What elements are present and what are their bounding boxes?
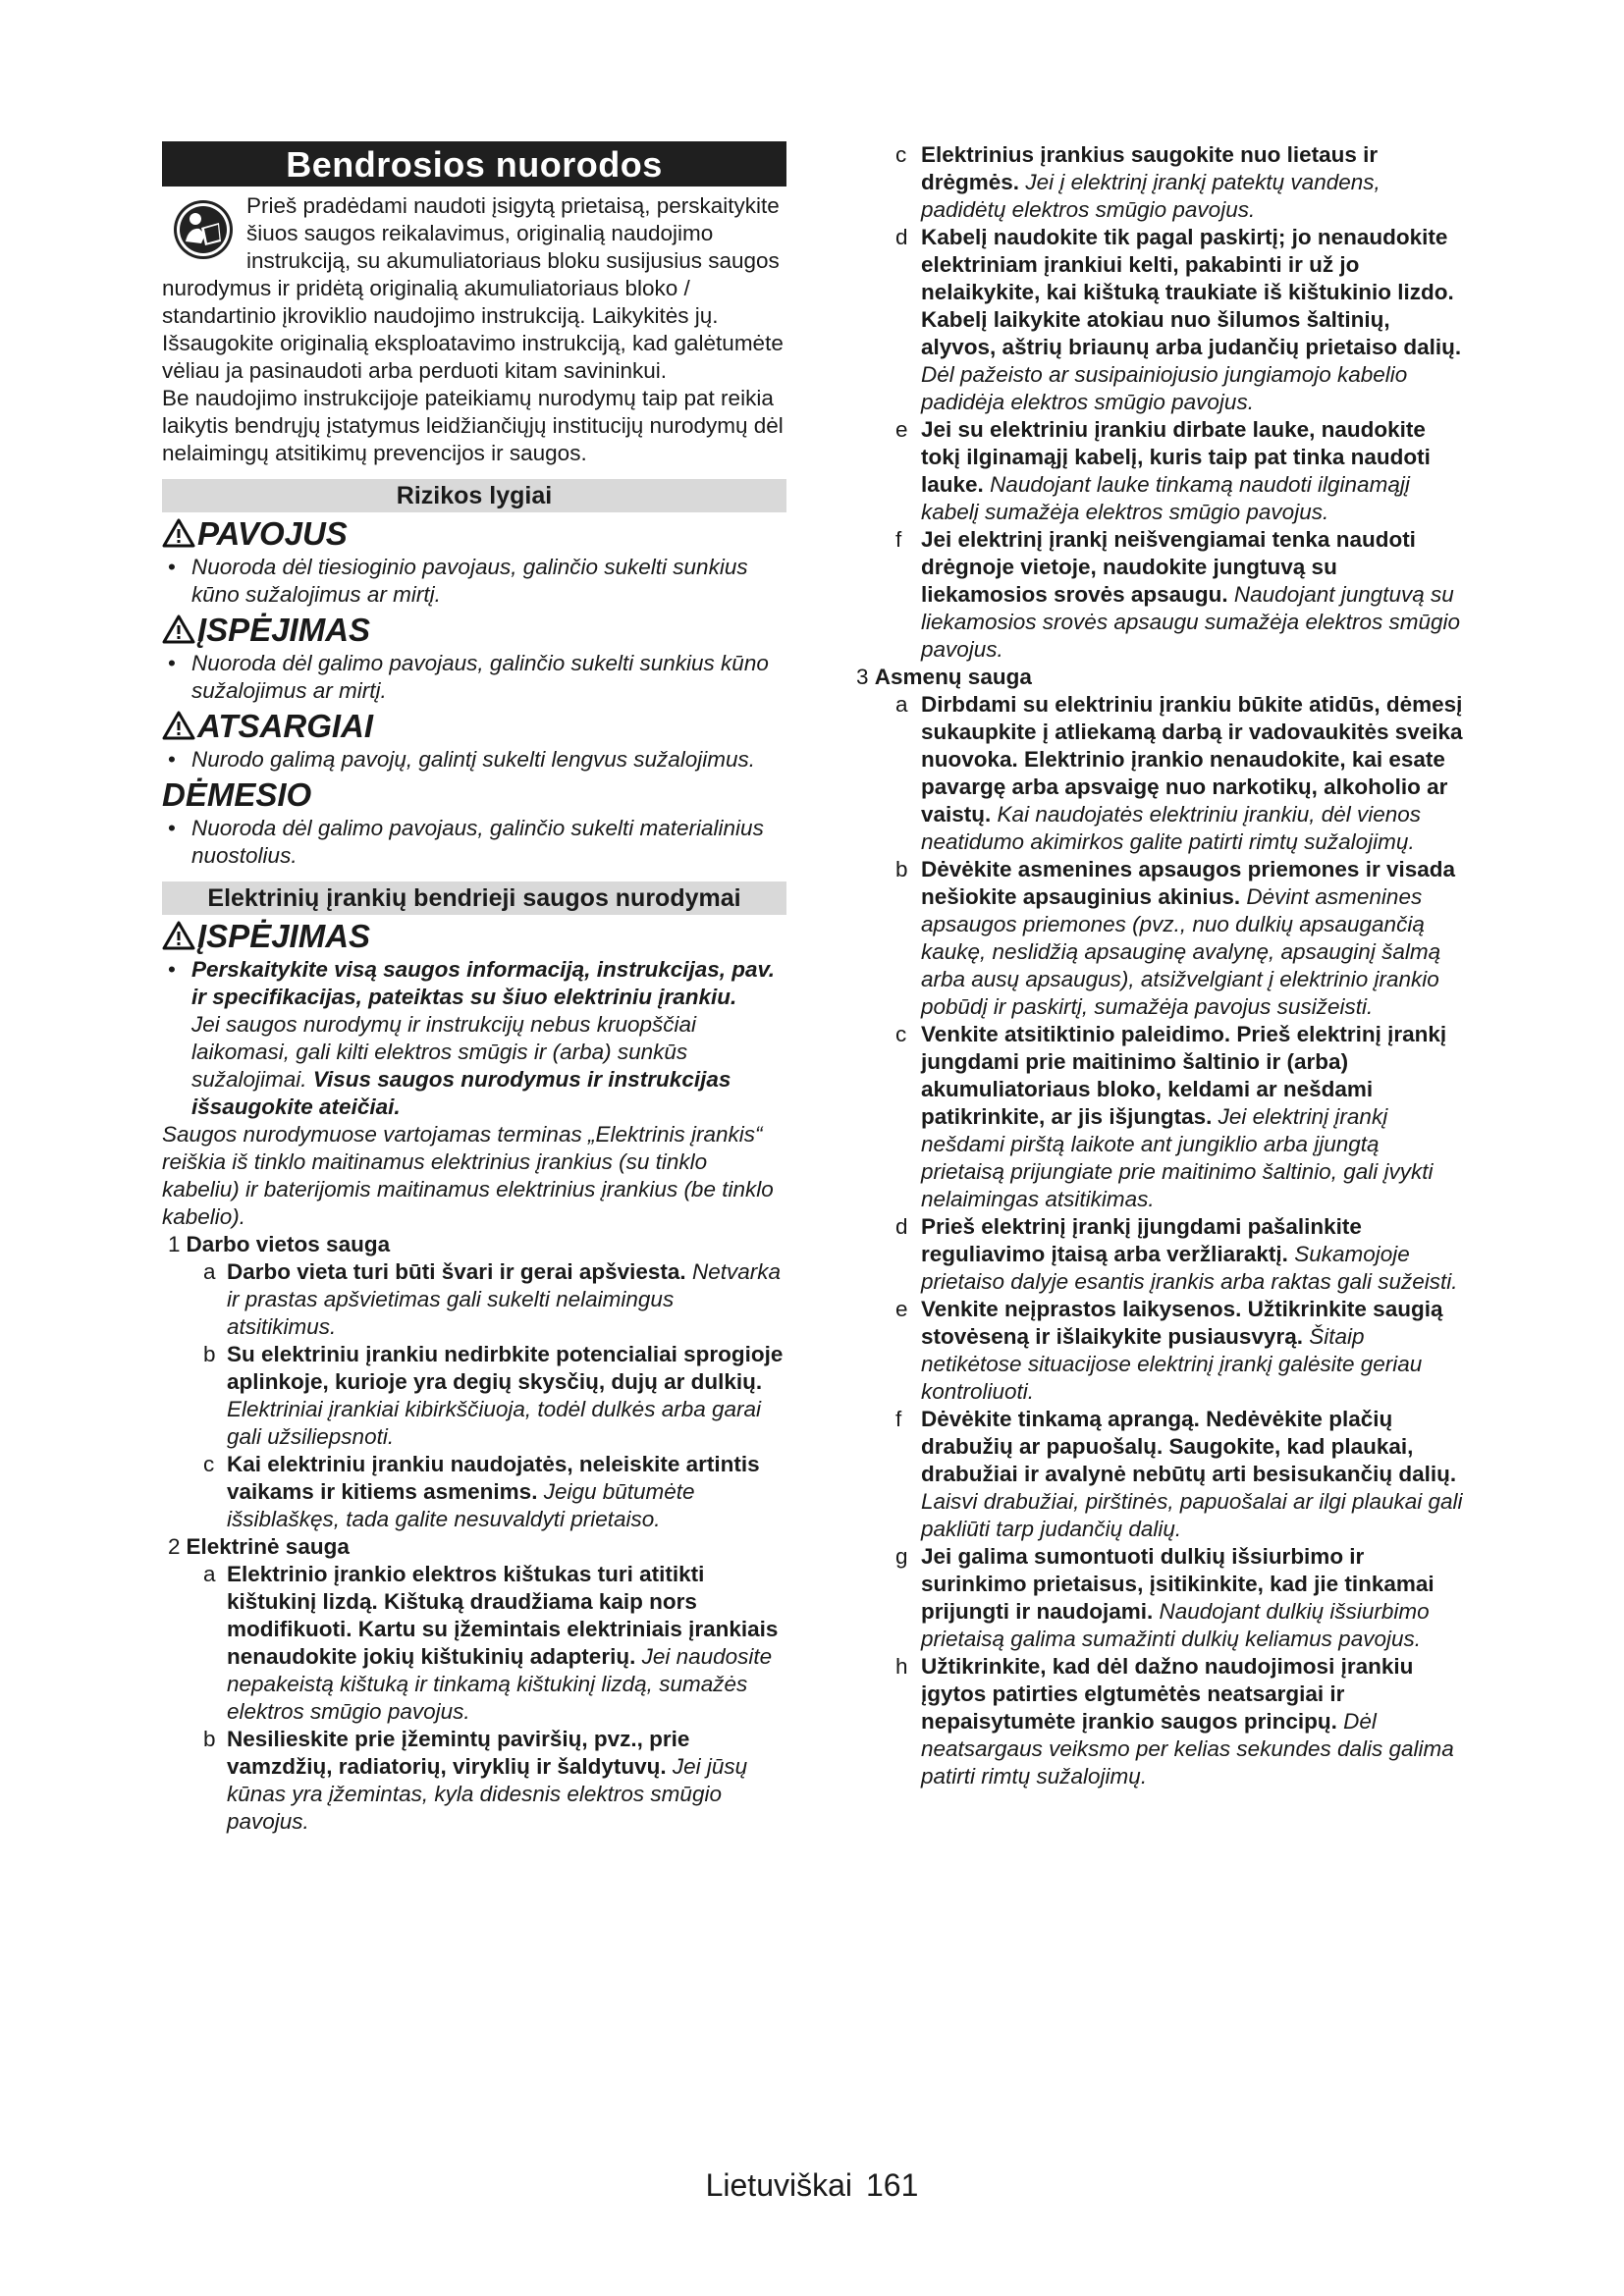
list-item: c Elektrinius įrankius saugokite nuo lietaus ir drėgmės. Jei į elektrinį įrankį patektų vandens, padidėtų elektros smūgio pavojus.: [895, 142, 1380, 222]
warning-triangle-icon: [162, 711, 195, 740]
warning-triangle-icon: [162, 921, 195, 950]
term-definition: Saugos nurodymuose vartojamas terminas „Elektrinis įrankis“ reiškia iš tinklo maitinamus elektrinius įrankius (su tinklo kabeliu) ir baterijomis maitinamus elektrinius įrankius (be tinklo kabelio).: [162, 1122, 774, 1229]
risk-levels-title: Rizikos lygiai: [396, 482, 553, 509]
list-item: e Venkite neįprastos laikysenos. Užtikrinkite saugią stovėseną ir išlaikykite pusiausvyrą. Šitaip netikėtose situacijose elektrinį įrankį galėsite geriau kontroliuoti.: [895, 1297, 1443, 1404]
section-1-number: 1: [168, 1232, 181, 1256]
general-safety-bar: [162, 881, 786, 915]
warning-text: • Nuoroda dėl galimo pavojaus, galinčio sukelti sunkius kūno sužalojimus ar mirtį.: [162, 650, 786, 705]
list-item: a Dirbdami su elektriniu įrankiu būkite atidūs, dėmesį sukaupkite į atliekamą darbą ir vadovaukitės sveika nuovoka. Elektrinio įrankio nenaudokite, kai esate pavargę arba apsvaigę nuo narkotikų, alkoholio ar vaistų. Kai naudojatės elektriniu įrankiu, dėl vienos neatidumo akimirkos galite patirti rimtų sužalojimų.: [895, 692, 1463, 854]
caution-text: • Nurodo galimą pavojų, galintį sukelti lengvus sužalojimus.: [162, 746, 786, 774]
warning-label-2: ĮSPĖJIMAS: [197, 918, 371, 954]
section-3-title: Asmenų sauga: [874, 665, 1032, 689]
list-item: d Kabelį naudokite tik pagal paskirtį; jo nenaudokite elektriniam įrankiui kelti, pakabinti ir už jo nelaikykite, kai kištuką traukiate iš kištukinio lizdo. Kabelį laikykite atokiau nuo šilumos šaltinių, alyvos, aštrių briaunų arba judančių prietaiso dalių. Dėl pažeisto ar susipainiojusio jungiamojo kabelio padidėja elektros smūgio pavojus.: [895, 225, 1462, 414]
notice-text: • Nuoroda dėl galimo pavojaus, galinčio sukelti materialinius nuostolius.: [162, 815, 786, 870]
general-safety-title: Elektrinių įrankių bendrieji saugos nurodymai: [207, 884, 741, 912]
danger-text: • Nuoroda dėl tiesioginio pavojaus, galinčio sukelti sunkius kūno sužalojimus ar mirtį.: [162, 554, 786, 609]
footer-language: Lietuviškai: [705, 2167, 852, 2203]
list-item: b Nesilieskite prie įžemintų paviršių, pvz., prie vamzdžių, radiatorių, viryklių ir šaldytuvų. Jei jūsų kūnas yra įžemintas, kyla didesnis elektros smūgio pavojus.: [203, 1727, 748, 1834]
page-footer: [0, 2165, 1624, 2205]
section-1-heading: [162, 1231, 786, 1258]
read-manual-icon: [172, 198, 235, 261]
list-item: d Prieš elektrinį įrankį įjungdami pašalinkite reguliavimo įtaisą arba veržliaraktį. Sukamojoje prietaiso dalyje esantis įrankis arba raktas gali sužeisti.: [895, 1214, 1458, 1294]
list-item: f Dėvėkite tinkamą aprangą. Nedėvėkite plačių drabužių ar papuošalų. Saugokite, kad plaukai, drabužiai ir avalynė nebūtų arti besisukančių dalių. Laisvi drabužiai, pirštinės, papuošalai ar ilgi plaukai gali pakliūti tarp judančių dalių.: [895, 1407, 1463, 1541]
section-title: Bendrosios nuorodos: [286, 144, 663, 185]
read-all-warning: [162, 956, 786, 1121]
list-item: e Jei su elektriniu įrankiu dirbate lauke, naudokite tokį ilginamąjį kabelį, kuris taip pat tinka naudoti lauke. Naudojant lauke tinkamą naudoti ilginamąjį kabelį sumažėja elektros smūgio pavojus.: [895, 417, 1431, 524]
caution-heading: [162, 707, 786, 746]
section-2-title: Elektrinė sauga: [186, 1534, 350, 1559]
warning-heading-2: [162, 917, 786, 956]
warning-heading: [162, 611, 786, 650]
intro-paragraph-2: Be naudojimo instrukcijoje pateikiamų nurodymų taip pat reikia laikytis bendrųjų įstatymus leidžiančiųjų institucijų nurodymų dėl nelaimingų atsitikimų prevencijos ir saugos.: [162, 386, 784, 465]
caution-label: ATSARGIAI: [197, 708, 374, 744]
intro-block: [162, 192, 786, 467]
intro-paragraph-1: Prieš pradėdami naudoti įsigytą prietaisą, perskaitykite šiuos saugos reikalavimus, originalią naudojimo instrukciją, su akumuliatoriaus bloku susijusius saugos nurodymus ir pridėtą originalią akumuliatoriaus bloko / standartinio įkroviklio naudojimo instrukciją. Laikykitės jų. Išsaugokite originalią eksploatavimo instrukciją, kad galėtumėte vėliau ja pasinaudoti arba perduoti kitam savininkui.: [162, 193, 784, 383]
list-item: f Jei elektrinį įrankį neišvengiamai tenka naudoti drėgnoje vietoje, naudokite jungtuvą su liekamosios srovės apsaugu. Naudojant jungtuvą su liekamosios srovės apsaugu sumažėja elektros smūgio pavojus.: [895, 527, 1461, 662]
list-item: a Elektrinio įrankio elektros kištukas turi atitikti kištukinį lizdą. Kištuką draudžiama kaip nors modifikuoti. Kartu su įžemintais elektriniais įrankiais nenaudokite jokių kištukinių adapterių. Jei naudosite nepakeistą kištuką ir tinkamą kištukinį lizdą, sumažės elektros smūgio pavojus.: [203, 1562, 779, 1724]
list-item: g Jei galima sumontuoti dulkių išsiurbimo ir surinkimo prietaisus, įsitikinkite, kad jie tinkamai prijungti ir naudojami. Naudojant dulkių išsiurbimo prietaisą galima sumažinti dulkių keliamus pavojus.: [895, 1544, 1435, 1651]
warning-label: ĮSPĖJIMAS: [197, 612, 371, 648]
section-2-heading: [162, 1533, 786, 1561]
read-all-italic: Jei saugos nurodymų ir instrukcijų nebus kruopščiai laikomasi, gali kilti elektros smūgis ir (arba) sunkūs sužalojimai.: [191, 1012, 696, 1092]
notice-heading: [162, 775, 786, 815]
list-item: c Kai elektriniu įrankiu naudojatės, neleiskite artintis vaikams ir kitiems asmenims. Jeigu būtumėte išsiblaškęs, tada galite nesuvaldyti prietaiso.: [203, 1452, 760, 1531]
section-1-title: Darbo vietos sauga: [186, 1232, 391, 1256]
list-item: h Užtikrinkite, kad dėl dažno naudojimosi įrankiu įgytos patirties elgtumėtės neatsargiai ir nepaisytumėte įrankio saugos principų. Dėl neatsargaus veiksmo per kelias sekundes dalis galima patirti rimtų sužalojimų.: [895, 1654, 1454, 1789]
danger-heading: [162, 514, 786, 554]
danger-label: PAVOJUS: [197, 515, 348, 552]
list-item: a Darbo vieta turi būti švari ir gerai apšviesta. Netvarka ir prastas apšvietimas gali sukelti nelaimingus atsitikimus.: [203, 1259, 781, 1339]
section-3-heading: [856, 664, 1465, 691]
warning-triangle-icon: [162, 518, 195, 548]
section-2-number: 2: [168, 1534, 181, 1559]
section-title-bar: [162, 141, 786, 187]
list-item: c Venkite atsitiktinio paleidimo. Prieš elektrinį įrankį jungdami prie maitinimo šaltinio ir (arba) akumuliatoriaus bloko, keldami ar nešdami patikrinkite, ar jis išjungtas. Jei elektrinį įrankį nešdami pirštą laikote ant jungiklio arba įjungtą prietaisą prijungiate prie maitinimo šaltinio, gali įvykti nelaimingas atsitikimas.: [895, 1022, 1447, 1211]
list-item: b Su elektriniu įrankiu nedirbkite potencialiai sprogioje aplinkoje, kurioje yra degių skysčių, dujų ar dulkių. Elektriniai įrankiai kibirkščiuoja, todėl dulkės arba garai gali užsiliepsnoti.: [203, 1342, 784, 1449]
list-item: b Dėvėkite asmenines apsaugos priemones ir visada nešiokite apsauginius akinius. Dėvint asmenines apsaugos priemones (pvz., nuo dulkių apsaugančią kaukę, neslidžią apsauginę avalynę, apsauginį šalmą arba ausų apsaugus), atsižvelgiant į elektrinio įrankio pobūdį ir paskirtį, sumažėja pavojus susižeisti.: [895, 857, 1455, 1019]
section-3-number: 3: [856, 665, 869, 689]
read-all-bold-2: Visus saugos nurodymus ir instrukcijas išsaugokite ateičiai.: [191, 1067, 731, 1119]
notice-label: DĖMESIO: [162, 776, 312, 813]
warning-triangle-icon: [162, 614, 195, 644]
page-number: 161: [866, 2167, 919, 2203]
left-column: [162, 141, 786, 1836]
right-column: [856, 141, 1465, 1790]
read-all-bold: Perskaitykite visą saugos informaciją, instrukcijas, pav. ir specifikacijas, pateiktas su šiuo elektriniu įrankiu.: [191, 957, 776, 1009]
risk-levels-bar: [162, 479, 786, 512]
